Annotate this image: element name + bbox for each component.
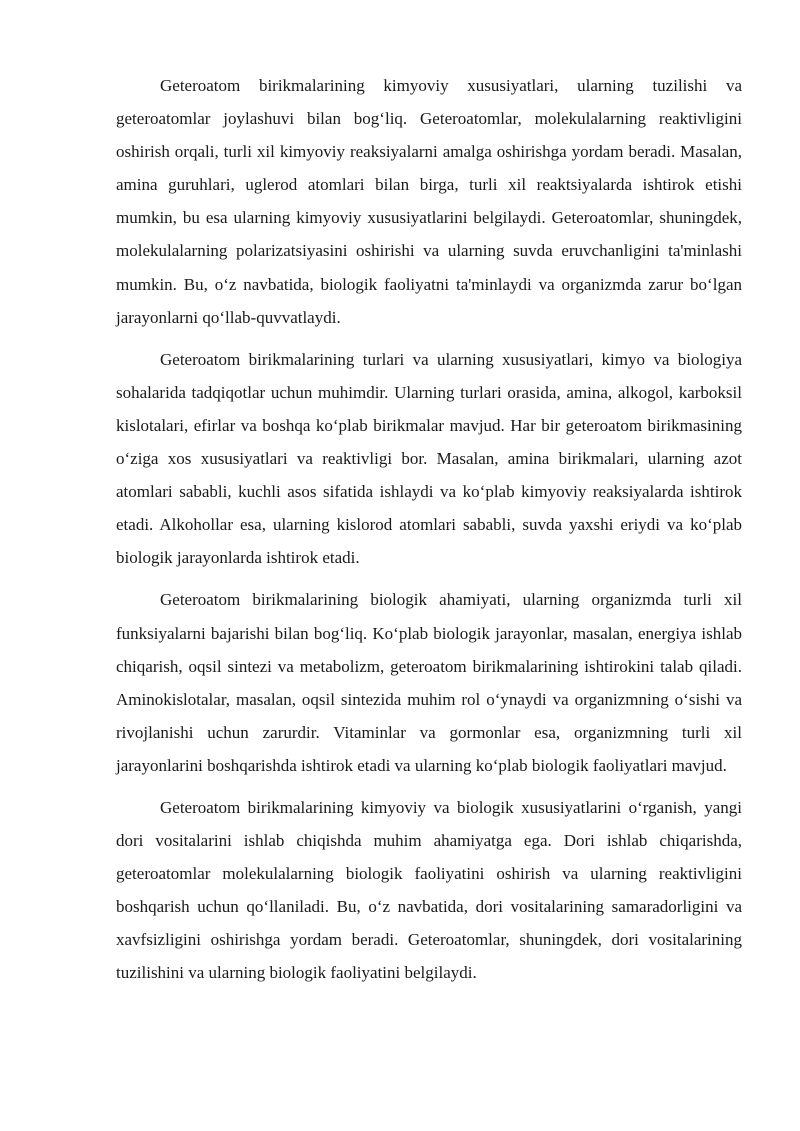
paragraph-chemical-properties: Geteroatom birikmalarining kimyoviy xususiyatlari, ularning tuzilishi va geteroatomlar joylashuvi bilan bog‘liq. Geteroatomlar, molekulalarning reaktivligini oshirish orqali, turli xil kimyoviy reaksiyalarni amalga oshirishga yordam beradi. Masalan, amina guruhlari, uglerod atomlari bilan birga, turli xil reaktsiyalarda ishtirok etishi mumkin, bu esa ularning kimyoviy xususiyatlarini belgilaydi. Geteroatomlar, shuningdek, molekulalarning polarizatsiyasini oshirishi va ularning suvda eruvchanligini ta'minlashi mumkin. Bu, o‘z navbatida, biologik faoliyatni ta'minlaydi va organizmda zarur bo‘lgan jarayonlarni qo‘llab-quvvatlaydi.: [116, 76, 742, 327]
paragraph-drug-development: Geteroatom birikmalarining kimyoviy va biologik xususiyatlarini o‘rganish, yangi dori vositalarini ishlab chiqishda muhim ahamiyatga ega. Dori ishlab chiqarishda, geteroatomlar molekulalarning biologik faoliyatini oshirish va ularning reaktivligini boshqarish uchun qo‘llaniladi. Bu, o‘z navbatida, dori vositalarining samaradorligini va xavfsizligini oshirishga yordam beradi. Geteroatomlar, shuningdek, dori vositalarining tuzilishini va ularning biologik faoliyatini belgilaydi.: [116, 797, 742, 983]
body-text: [116, 69, 742, 999]
paragraph-biological-significance: Geteroatom birikmalarining biologik ahamiyati, ularning organizmda turli xil funksiyalarni bajarishi bilan bog‘liq. Ko‘plab biologik jarayonlar, masalan, energiya ishlab chiqarish, oqsil sintezi va metabolizm, geteroatom birikmalarining ishtirokini talab qiladi. Aminokislotalar, masalan, oqsil sintezida muhim rol o‘ynaydi va organizmning o‘sishi va rivojlanishi uchun zarurdir. Vitaminlar va gormonlar esa, organizmning turli xil jarayonlarini boshqarishda ishtirok etadi va ularning ko‘plab biologik faoliyatlari mavjud.: [116, 590, 742, 775]
paragraph-types-and-properties: Geteroatom birikmalarining turlari va ularning xususiyatlari, kimyo va biologiya sohalarida tadqiqotlar uchun muhimdir. Ularning turlari orasida, amina, alkogol, karboksil kislotalari, efirlar va boshqa ko‘plab birikmalar mavjud. Har bir geteroatom birikmasining o‘ziga xos xususiyatlari va reaktivligi bor. Masalan, amina birikmalari, ularning azot atomlari sababli, kuchli asos sifatida ishlaydi va ko‘plab kimyoviy reaksiyalarda ishtirok etadi. Alkohollar esa, ularning kislorod atomlari sababli, suvda yaxshi eriydi va ko‘plab biologik jarayonlarda ishtirok etadi.: [116, 349, 742, 568]
